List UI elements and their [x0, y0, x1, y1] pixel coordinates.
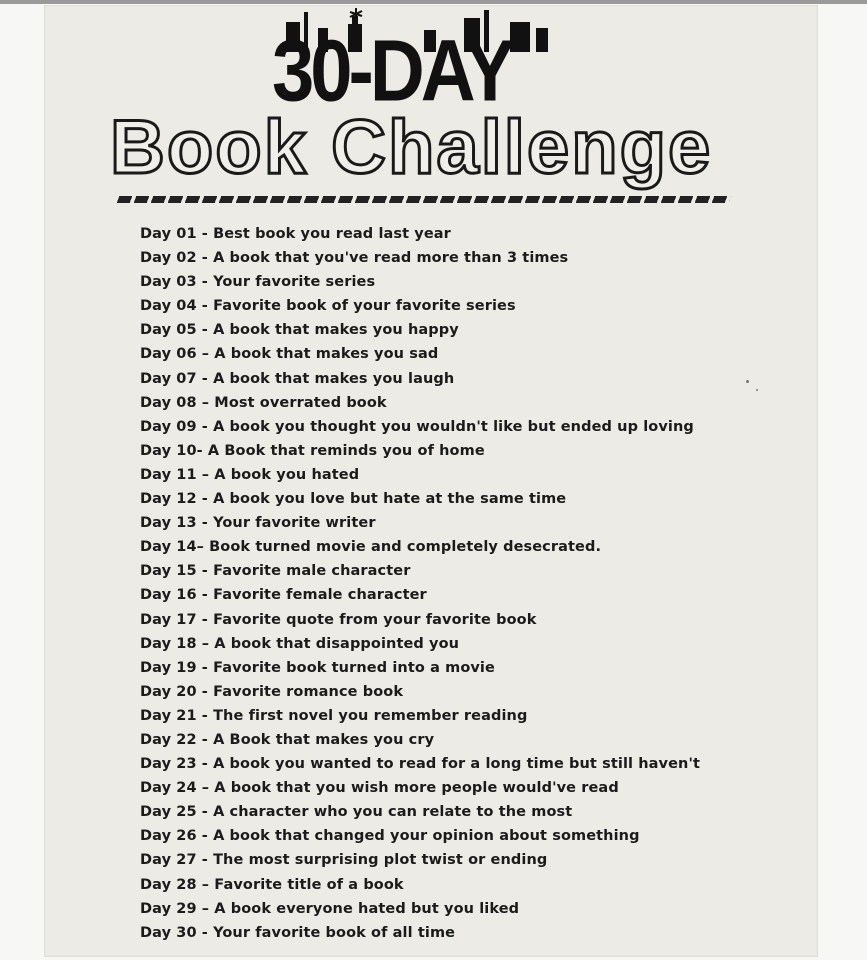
title-30-day-text: 30-DAY	[272, 22, 512, 120]
title-book-challenge: Book Challenge	[110, 105, 713, 190]
list-item: Day 05 - A book that makes you happy	[140, 322, 459, 339]
list-item: Day 11 – A book you hated	[140, 466, 360, 483]
list-item: Day 06 – A book that makes you sad	[140, 346, 439, 363]
list-item: Day 10- A Book that reminds you of home	[140, 442, 485, 459]
list-item: Day 27 - The most surprising plot twist or ending	[140, 852, 548, 869]
list-item: Day 29 – A book everyone hated but you liked	[140, 900, 520, 917]
list-item: Day 15 - Favorite male character	[140, 563, 411, 580]
list-item: Day 04 - Favorite book of your favorite series	[140, 298, 516, 315]
list-item: Day 25 - A character who you can relate to the most	[140, 804, 573, 821]
list-item: Day 18 – A book that disappointed you	[140, 635, 460, 652]
list-item: Day 24 – A book that you wish more people would've read	[140, 780, 619, 797]
challenge-sheet	[44, 5, 818, 957]
list-item: Day 09 - A book you thought you wouldn't like but ended up loving	[140, 418, 694, 435]
paper-speck	[756, 389, 758, 391]
list-item: Day 08 – Most overrated book	[140, 394, 387, 411]
dashed-divider	[117, 196, 732, 203]
list-item: Day 13 - Your favorite writer	[140, 515, 376, 532]
list-item: Day 17 - Favorite quote from your favorite book	[140, 611, 537, 628]
title-30-day	[272, 10, 602, 120]
list-item: Day 02 - A book that you've read more than 3 times	[140, 250, 569, 267]
list-item: Day 28 – Favorite title of a book	[140, 876, 404, 893]
list-item: Day 26 - A book that changed your opinion about something	[140, 828, 640, 845]
paper-speck	[746, 380, 749, 383]
list-item: Day 07 - A book that makes you laugh	[140, 370, 455, 387]
list-item: Day 20 - Favorite romance book	[140, 683, 404, 700]
list-item: Day 01 - Best book you read last year	[140, 226, 451, 242]
list-item: Day 21 - The first novel you remember reading	[140, 707, 528, 724]
top-border	[0, 0, 867, 4]
list-item: Day 12 - A book you love but hate at the same time	[140, 491, 567, 508]
list-item: Day 14– Book turned movie and completely desecrated.	[140, 539, 602, 556]
list-item: Day 16 - Favorite female character	[140, 587, 427, 604]
list-item: Day 03 - Your favorite series	[140, 274, 376, 291]
challenge-list	[140, 222, 740, 945]
list-item: Day 22 - A Book that makes you cry	[140, 731, 435, 748]
list-item: Day 19 - Favorite book turned into a movie	[140, 659, 495, 676]
list-item: Day 30 - Your favorite book of all time	[140, 924, 456, 941]
list-item: Day 23 - A book you wanted to read for a long time but still haven't	[140, 756, 701, 773]
